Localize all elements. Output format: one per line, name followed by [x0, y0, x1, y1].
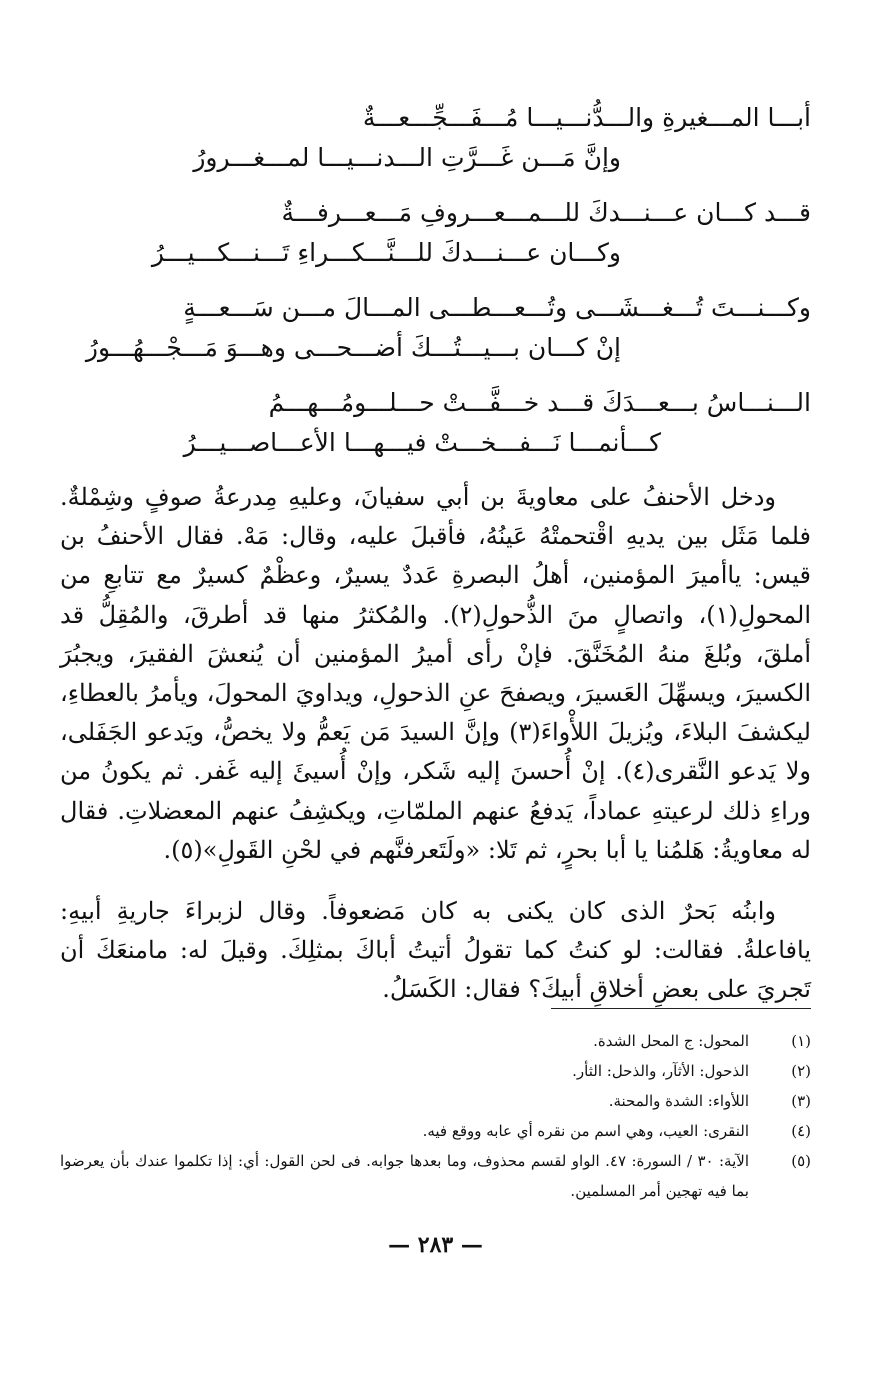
poem-stanza [60, 290, 811, 385]
footnote [60, 1086, 811, 1116]
footnote-text: الآية: ٣٠ / السورة: ٤٧. الواو لقسم محذوف، وما بعدها جوابه. فى لحن القول: أي: إذا تكلموا عندك بأن يعرضوا بما فيه تهجين أمر المسلمين. [60, 1152, 749, 1200]
page-number: — ٢٨٣ — [388, 1232, 483, 1258]
paragraph-ahnaf: ودخل الأحنفُ على معاويةَ بن أبي سفيانَ، وعليهِ مِدرعةُ صوفٍ وشِمْلةٌ. فلما مَثَل بين يديهِ اقْتحمتْهُ عَينُهُ، فأقبلَ عليه، وقال: مَهْ. فقال الأحنفُ بن قيس: ياأميرَ المؤمنين، أهلُ البصرةِ عَددٌ يسيرٌ، وعظْمٌ كسيرٌ مع تتابعِ من المحولِ(١)، واتصالٍ منَ الذُّحولِ(٢). والمُكثرُ منها قد أطرقَ، والمُقِلُّ قد أملقَ، وبُلغَ منهُ المُخَنَّقَ. فإنْ رأى أميرُ المؤمنين أن يُنعشَ الفقيرَ، ويجبُرَ الكسيرَ، ويسهِّلَ العَسيرَ، ويصفحَ عنِ الذحولِ، ويداويَ المحولَ، ويأمرُ بالعطاءِ، ليكشفَ البلاءَ، ويُزيلَ اللأْواءَ(٣) وإنَّ السيدَ مَن يَعمُّ ولا يخصُّ، ويَدعو الجَفَلى، ولا يَدعو النَّقرى(٤). إنْ أُحسنَ إليه شَكر، وإنْ أُسيئَ إليه غَفر. ثم يكونُ من وراءِ ذلك لرعيتهِ عماداً، يَدفعُ عنهم الملمّاتِ، ويكشِفُ عنهم المعضلاتِ. فقال له معاويةُ: هَلمُنا يا أبا بحرٍ، ثم تَلا: «ولَتَعرفنَّهم في لحْنِ القَولِ»(٥). [60, 483, 812, 864]
footnote-number: (١) [791, 1032, 811, 1050]
verse-second-hemistich: وكـــان عـــنـــدكَ للـــنَّـــكـــراءِ تَـــنـــكـــيـــرُ [151, 238, 621, 267]
verse-first-hemistich: وكـــنـــتَ تُـــغـــشَـــى وتُـــعـــطـــى المـــالَ مـــن سَـــعـــةٍ [183, 293, 811, 322]
verse-second-hemistich: كـــأنمـــا نَـــفـــخـــتْ فيـــهـــا الأعـــاصـــيـــرُ [183, 428, 661, 457]
footnote-divider [551, 1008, 811, 1009]
footnote-text: الذحول: الأثآر، والذحل: الثأر. [572, 1062, 749, 1080]
verse-first-hemistich: الـــنـــاسُ بـــعـــدَكَ قـــد خـــفَّـــتْ حـــلـــومُـــهـــمُ [268, 388, 811, 417]
footnote-number: (٢) [791, 1062, 811, 1080]
verse-second-hemistich: وإنَّ مَـــن غَـــرَّتِ الـــدنـــيـــا لمـــغـــرورُ [193, 143, 621, 172]
footnote [60, 1056, 811, 1086]
book-page [60, 0, 811, 1375]
footnote [60, 1146, 811, 1206]
prose-body [60, 478, 811, 1010]
footnote-number: (٤) [791, 1122, 811, 1140]
footnote-number: (٣) [791, 1092, 811, 1110]
footnotes [60, 1026, 811, 1206]
footnote [60, 1026, 811, 1056]
footnote-text: اللأواء: الشدة والمحنة. [608, 1092, 749, 1110]
footnote-text: المحول: ج المحل الشدة. [593, 1032, 749, 1050]
poem-stanza [60, 385, 811, 480]
poem-stanza [60, 100, 811, 195]
verse-first-hemistich: قـــد كـــان عـــنـــدكَ للـــمـــعـــروفِ مَـــعـــرفـــةٌ [281, 198, 811, 227]
footnote-text: النقرى: العيب، وهي اسم من نقره أي عابه ووقع فيه. [422, 1122, 749, 1140]
poem-stanza [60, 195, 811, 290]
footnote-number: (٥) [791, 1152, 811, 1170]
paragraph-bahr: وابنُه بَحرٌ الذى كان يكنى به كان مَضعوفاً. وقال لزبراءَ جاريةِ أبيهِ: يافاعلةُ. فقالت: لو كنتُ كما تقولُ أتيتُ أباكَ بمثلِكَ. وقيلَ له: مامنعَكَ أن تَجريَ على بعضِ أخلاقِ أبيكَ؟ فقال: الكَسَلُ. [60, 897, 811, 1004]
poem [60, 100, 811, 480]
verse-second-hemistich: إنْ كـــان بـــيـــتُـــكَ أضـــحـــى وهـــوَ مَـــجْـــهُـــورُ [85, 333, 621, 362]
footnote [60, 1116, 811, 1146]
verse-first-hemistich: أبـــا المـــغيرةِ والـــدُّنـــيـــا مُـــفَـــجِّـــعـــةٌ [362, 103, 811, 132]
